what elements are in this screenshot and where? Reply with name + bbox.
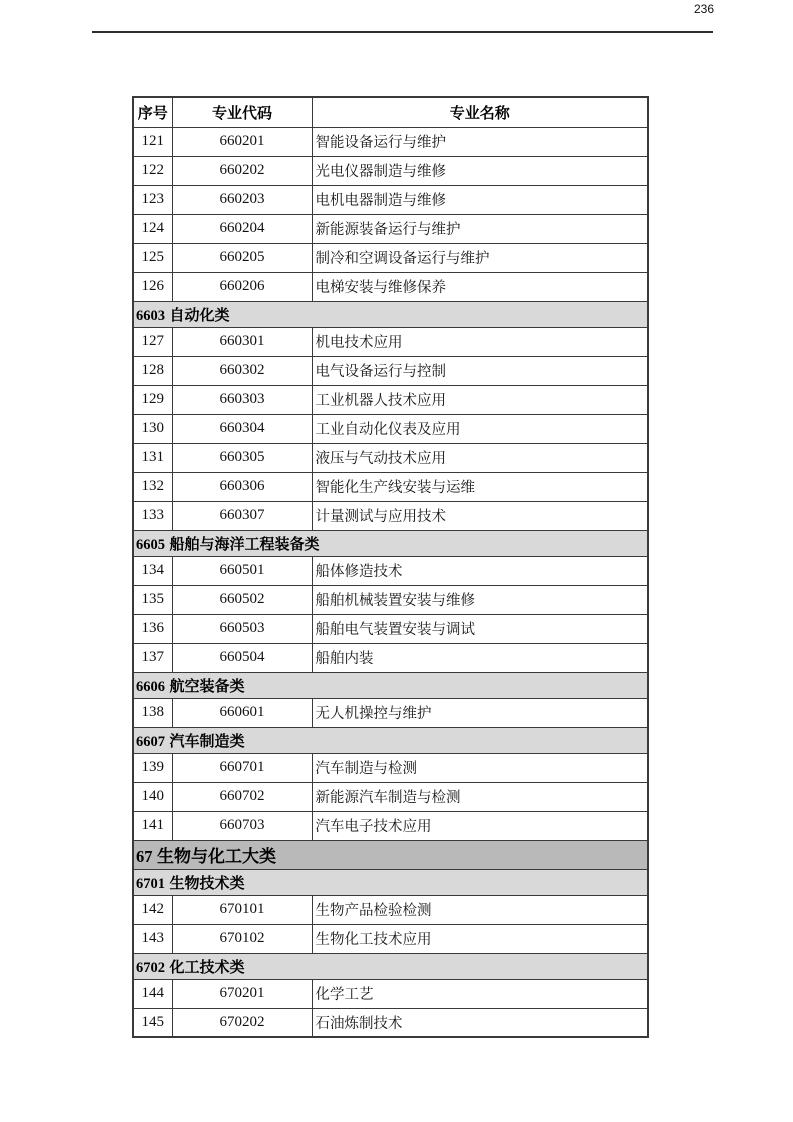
row-code-cell: 670201 <box>172 979 312 1008</box>
row-serial-cell: 127 <box>133 327 172 356</box>
row-code-cell: 660304 <box>172 414 312 443</box>
category-name: 生物与化工大类 <box>156 847 276 866</box>
table-row <box>133 924 648 953</box>
category-code: 6702 <box>136 959 165 976</box>
table-row <box>133 243 648 272</box>
row-serial-cell: 135 <box>133 585 172 614</box>
row-code-cell: 660204 <box>172 214 312 243</box>
category-code: 6603 <box>136 307 165 324</box>
row-serial-cell: 129 <box>133 385 172 414</box>
row-code-cell: 660501 <box>172 556 312 585</box>
category-row <box>133 953 648 979</box>
row-name-cell: 新能源装备运行与维护 <box>312 214 648 243</box>
header-cell-major-name: 专业名称 <box>312 97 648 127</box>
row-serial-cell: 141 <box>133 811 172 840</box>
row-serial-cell: 136 <box>133 614 172 643</box>
row-serial-cell: 140 <box>133 782 172 811</box>
row-code-cell: 660202 <box>172 156 312 185</box>
row-serial-cell: 139 <box>133 753 172 782</box>
row-name-cell: 制冷和空调设备运行与维护 <box>312 243 648 272</box>
table-row <box>133 356 648 385</box>
row-serial-cell: 144 <box>133 979 172 1008</box>
category-cell <box>133 672 648 698</box>
row-code-cell: 660303 <box>172 385 312 414</box>
page-number: 236 <box>693 2 714 16</box>
row-code-cell: 660306 <box>172 472 312 501</box>
row-name-cell: 船舶内装 <box>312 643 648 672</box>
row-name-cell: 无人机操控与维护 <box>312 698 648 727</box>
table-row <box>133 472 648 501</box>
table-row <box>133 698 648 727</box>
row-name-cell: 船舶电气装置安装与调试 <box>312 614 648 643</box>
category-cell <box>133 530 648 556</box>
row-name-cell: 智能化生产线安装与运维 <box>312 472 648 501</box>
table-row <box>133 272 648 301</box>
row-code-cell: 660302 <box>172 356 312 385</box>
table-row <box>133 753 648 782</box>
row-name-cell: 电机电器制造与维修 <box>312 185 648 214</box>
category-name: 航空装备类 <box>169 677 245 695</box>
table-row <box>133 643 648 672</box>
row-name-cell: 船舶机械装置安装与维修 <box>312 585 648 614</box>
header-rule <box>92 31 713 33</box>
category-row <box>133 672 648 698</box>
row-code-cell: 660601 <box>172 698 312 727</box>
row-serial-cell: 122 <box>133 156 172 185</box>
row-code-cell: 670102 <box>172 924 312 953</box>
table-header-row <box>133 97 648 127</box>
category-row <box>133 869 648 895</box>
category-name: 汽车制造类 <box>169 732 245 750</box>
row-name-cell: 计量测试与应用技术 <box>312 501 648 530</box>
row-serial-cell: 130 <box>133 414 172 443</box>
majors-table <box>132 96 649 1038</box>
category-code: 6606 <box>136 678 165 695</box>
row-code-cell: 660307 <box>172 501 312 530</box>
row-serial-cell: 138 <box>133 698 172 727</box>
table-row <box>133 895 648 924</box>
row-serial-cell: 128 <box>133 356 172 385</box>
category-cell <box>133 869 648 895</box>
category-row <box>133 727 648 753</box>
row-name-cell: 电梯安装与维修保养 <box>312 272 648 301</box>
row-code-cell: 660504 <box>172 643 312 672</box>
row-serial-cell: 145 <box>133 1008 172 1037</box>
row-serial-cell: 125 <box>133 243 172 272</box>
row-code-cell: 660701 <box>172 753 312 782</box>
table-header <box>133 97 648 127</box>
table-row <box>133 414 648 443</box>
table-row <box>133 1008 648 1037</box>
row-code-cell: 660203 <box>172 185 312 214</box>
table-row <box>133 156 648 185</box>
row-code-cell: 660502 <box>172 585 312 614</box>
table-row <box>133 385 648 414</box>
row-serial-cell: 123 <box>133 185 172 214</box>
row-code-cell: 660301 <box>172 327 312 356</box>
category-code: 67 <box>136 847 153 866</box>
table-body <box>133 127 648 1037</box>
row-serial-cell: 137 <box>133 643 172 672</box>
table-row <box>133 811 648 840</box>
row-name-cell: 电气设备运行与控制 <box>312 356 648 385</box>
row-code-cell: 660702 <box>172 782 312 811</box>
category-name: 化工技术类 <box>169 958 245 976</box>
row-name-cell: 生物产品检验检测 <box>312 895 648 924</box>
row-code-cell: 660206 <box>172 272 312 301</box>
row-code-cell: 660503 <box>172 614 312 643</box>
table-row <box>133 556 648 585</box>
row-serial-cell: 143 <box>133 924 172 953</box>
table-row <box>133 185 648 214</box>
table-row <box>133 443 648 472</box>
table-row <box>133 782 648 811</box>
category-cell <box>133 953 648 979</box>
row-code-cell: 660201 <box>172 127 312 156</box>
table-row <box>133 214 648 243</box>
major-category-row <box>133 840 648 869</box>
header-cell-major-code: 专业代码 <box>172 97 312 127</box>
row-code-cell: 660703 <box>172 811 312 840</box>
category-row <box>133 301 648 327</box>
category-row <box>133 530 648 556</box>
row-name-cell: 智能设备运行与维护 <box>312 127 648 156</box>
row-code-cell: 670101 <box>172 895 312 924</box>
row-serial-cell: 126 <box>133 272 172 301</box>
row-name-cell: 生物化工技术应用 <box>312 924 648 953</box>
category-code: 6701 <box>136 875 165 892</box>
row-serial-cell: 134 <box>133 556 172 585</box>
category-code: 6607 <box>136 733 165 750</box>
row-name-cell: 汽车制造与检测 <box>312 753 648 782</box>
row-name-cell: 工业自动化仪表及应用 <box>312 414 648 443</box>
row-serial-cell: 133 <box>133 501 172 530</box>
row-name-cell: 机电技术应用 <box>312 327 648 356</box>
category-cell <box>133 840 648 869</box>
row-name-cell: 液压与气动技术应用 <box>312 443 648 472</box>
row-serial-cell: 132 <box>133 472 172 501</box>
category-code: 6605 <box>136 536 165 553</box>
table-row <box>133 585 648 614</box>
table-row <box>133 501 648 530</box>
row-serial-cell: 121 <box>133 127 172 156</box>
row-name-cell: 光电仪器制造与维修 <box>312 156 648 185</box>
row-serial-cell: 124 <box>133 214 172 243</box>
category-cell <box>133 727 648 753</box>
category-name: 自动化类 <box>169 306 230 324</box>
category-cell <box>133 301 648 327</box>
row-name-cell: 汽车电子技术应用 <box>312 811 648 840</box>
row-name-cell: 船体修造技术 <box>312 556 648 585</box>
row-code-cell: 670202 <box>172 1008 312 1037</box>
row-name-cell: 工业机器人技术应用 <box>312 385 648 414</box>
category-name: 生物技术类 <box>169 874 245 892</box>
row-code-cell: 660205 <box>172 243 312 272</box>
category-name: 船舶与海洋工程装备类 <box>169 535 320 553</box>
row-name-cell: 化学工艺 <box>312 979 648 1008</box>
row-code-cell: 660305 <box>172 443 312 472</box>
table-row <box>133 614 648 643</box>
table-row <box>133 327 648 356</box>
row-serial-cell: 131 <box>133 443 172 472</box>
row-name-cell: 新能源汽车制造与检测 <box>312 782 648 811</box>
header-cell-serial: 序号 <box>133 97 172 127</box>
row-name-cell: 石油炼制技术 <box>312 1008 648 1037</box>
row-serial-cell: 142 <box>133 895 172 924</box>
table-row <box>133 979 648 1008</box>
table-row <box>133 127 648 156</box>
